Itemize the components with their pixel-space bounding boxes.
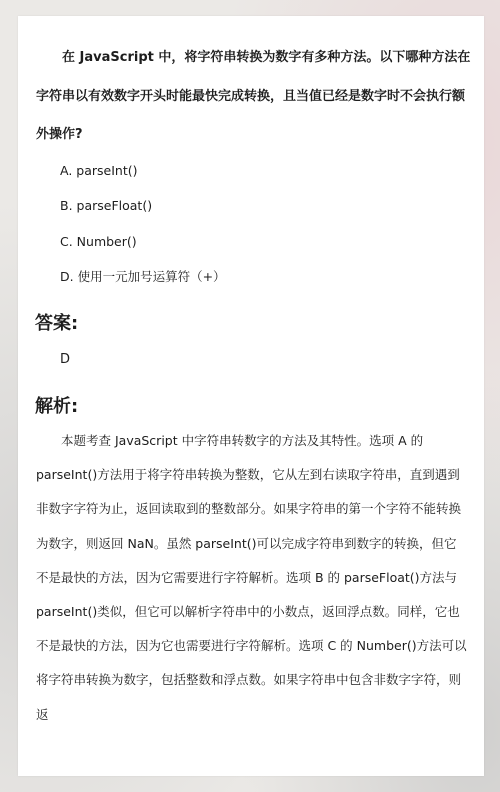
- question-text: 在 JavaScript 中，将字符串转换为数字有多种方法。以下哪种方法在字符串以有效数字开头时能最快完成转换，且当值已经是数字时不会执行额外操作?: [36, 50, 471, 142]
- answer-value: D: [60, 352, 71, 367]
- option-c: C. Number(): [60, 234, 137, 249]
- option-b: B. parseFloat(): [60, 198, 153, 213]
- explanation-text: 本题考查 JavaScript 中字符串转数字的方法及其特性。选项 A 的 parseInt()方法用于将字符串转换为整数，它从左到右读取字符串，直到遇到非数字字符为止，返回读取到的整数部分。如果字符串的第一个字符不能转换为数字，则返回 NaN。虽然 parseInt()可以完成字符串到数字的转换，但它不是最快的方法，因为它需要进行字符解析。选项 B 的 parseFloat()方法与 parseInt()类似，但它可以解析字符串中的小数点，返回浮点数。同样，它也不是最快的方法，因为它也需要进行字符解析。选项 C 的 Number()方法可以将字符串转换为数字，包括整数和浮点数。如果字符串中包含非数字字符，则返: [36, 433, 467, 722]
- option-a: A. parseInt(): [60, 163, 138, 178]
- explanation-heading: 解析:: [35, 396, 79, 417]
- option-d: D. 使用一元加号运算符（+）: [60, 269, 226, 284]
- answer-heading: 答案:: [35, 313, 79, 334]
